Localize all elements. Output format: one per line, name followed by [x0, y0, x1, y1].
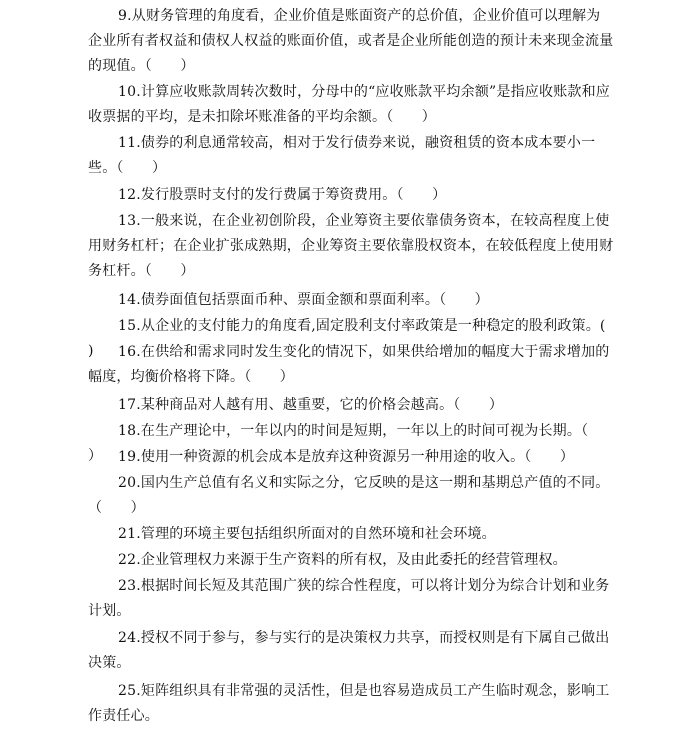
- question-number: 24.: [118, 630, 141, 646]
- question-text: 在生产理论中，一年以内的时间是短期，一年以上的时间可视为长期。（ ）: [88, 423, 617, 464]
- question-14: [88, 288, 614, 313]
- question-text: 一般来说，在企业初创阶段，企业筹资主要依靠债务资本，在较高程度上使用财务杠杆；在企业扩张成熟期，企业筹资主要依靠股权资本，在较低程度上使用财务杠杆。（ ）: [88, 213, 614, 279]
- question-number: 25.: [118, 683, 141, 699]
- question-11: [88, 131, 614, 181]
- question-text: 从财务管理的角度看，企业价值是账面资产的总价值，企业价值可以理解为企业所有者权益和债权人权益的账面价值，或者是企业所能创造的预计未来现金流量的现值。（ ）: [88, 8, 614, 74]
- question-10: [88, 80, 614, 130]
- question-number: 20.: [118, 475, 141, 491]
- question-number: 22.: [118, 552, 141, 568]
- question-text: 国内生产总值有名义和实际之分，它反映的是这一期和基期总产值的不同。（ ）: [88, 475, 610, 516]
- question-number: 11.: [118, 135, 141, 151]
- question-text: 计算应收账款周转次数时，分母中的“应收账款平均余额”是指应收账款和应收票据的平均，是未扣除坏账准备的平均余额。（ ）: [88, 84, 610, 125]
- question-text: 债券的利息通常较高，相对于发行债券来说，融资租赁的资本成本要小一些。（ ）: [88, 135, 596, 176]
- question-text: 管理的环境主要包括组织所面对的自然环境和社会环境。: [140, 526, 496, 542]
- question-text: 从企业的支付能力的角度看,固定股利支付率政策是一种稳定的股利政策。( ): [88, 318, 634, 359]
- question-19: [88, 445, 614, 470]
- question-text: 授权不同于参与，参与实行的是决策权力共享，而授权则是有下属自己做出决策。: [88, 630, 610, 671]
- question-number: 15.: [118, 318, 141, 334]
- question-number: 12.: [118, 187, 141, 203]
- question-text: 在供给和需求同时发生变化的情况下，如果供给增加的幅度大于需求增加的幅度，均衡价格将下降。（ ）: [88, 344, 610, 385]
- question-text: 根据时间长短及其范围广狭的综合性程度，可以将计划分为综合计划和业务计划。: [88, 578, 610, 619]
- question-number: 13.: [118, 213, 141, 229]
- question-17: [88, 393, 614, 418]
- question-text: 使用一种资源的机会成本是放弃这种资源另一种用途的收入。（ ）: [140, 449, 575, 465]
- question-9: [88, 4, 614, 79]
- question-number: 14.: [118, 292, 141, 308]
- question-number: 9.: [118, 8, 132, 24]
- question-number: 18.: [118, 423, 141, 439]
- question-text: 发行股票时支付的发行费属于筹资费用。（ ）: [140, 187, 447, 203]
- question-text: 企业管理权力来源于生产资料的所有权，及由此委托的经营管理权。: [140, 552, 567, 568]
- question-number: 23.: [118, 578, 141, 594]
- question-16: [88, 340, 614, 390]
- question-text: 某种商品对人越有用、越重要，它的价格会越高。（ ）: [140, 397, 504, 413]
- question-12: [88, 183, 614, 208]
- question-number: 19.: [118, 449, 141, 465]
- question-number: 10.: [118, 84, 141, 100]
- question-number: 21.: [118, 526, 141, 542]
- question-21: [88, 522, 614, 547]
- question-24: [88, 626, 614, 676]
- question-text: 债券面值包括票面币种、票面金额和票面利率。（ ）: [140, 292, 489, 308]
- question-20: [88, 471, 614, 521]
- question-22: [88, 548, 614, 573]
- question-13: [88, 209, 614, 284]
- question-23: [88, 574, 614, 624]
- question-number: 16.: [118, 344, 141, 360]
- question-number: 17.: [118, 397, 141, 413]
- question-text: 矩阵组织具有非常强的灵活性，但是也容易造成员工产生临时观念，影响工作责任心。: [88, 683, 610, 724]
- question-25: [88, 679, 614, 729]
